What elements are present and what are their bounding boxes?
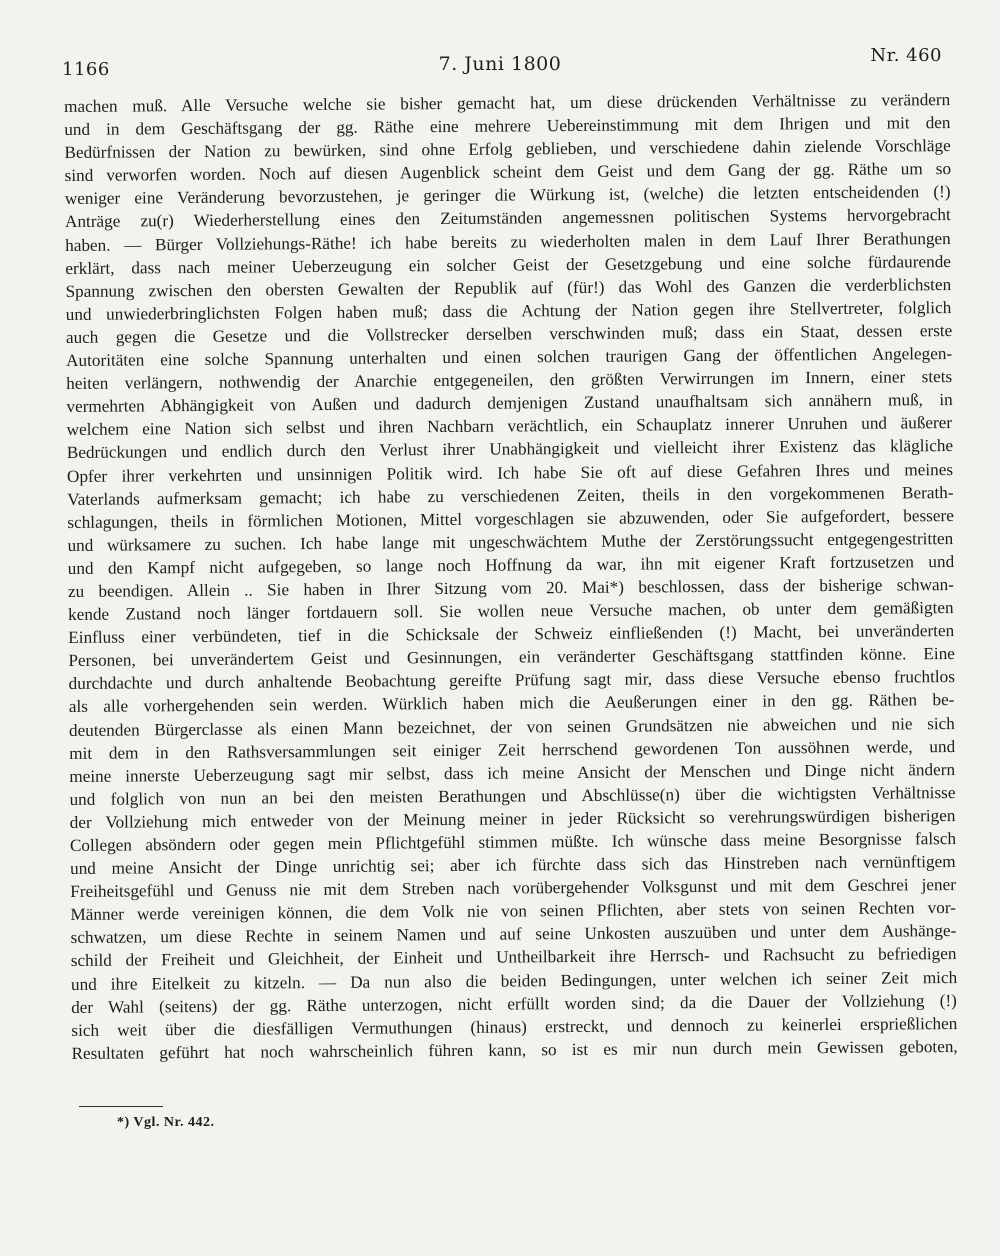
text-line: durchdachte und durch anhaltende Beobachtung gereifte Prüfung sagt mir, dass diese Versuche ebenso fruchtlos (68, 667, 956, 694)
text-line: deutenden Bürgerclasse als einen Mann bezeichnet, der von seinen Grundsätzen nie abweichen und nie sich (68, 713, 955, 740)
text-line: kende Zustand noch länger fortdauern soll. Sie wollen neue Versuche machen, ob unter dem gemäßigten (68, 598, 954, 625)
text-line: welchem eine Nation sich selbst und ihren Nachbarn verächtlich, ein Schauplatz innerer Unruhen und äußerer (66, 413, 953, 440)
text-line: haben. — Bürger Vollziehungs-Räthe! ich habe bereits zu wiederholten malen in dem Lauf Ihrer Berathungen (65, 228, 951, 255)
text-line: auch gegen die Gesetze und die Vollstrecker derselben verschwinden muß; dass ein Staat, dessen erste (65, 320, 953, 347)
footnote-divider (79, 1106, 163, 1107)
text-line: Bedürfnissen der Nation zu bewürken, sind ohne Erfolg geblieben, und verschiedene dahin zielende Vorschläge (64, 136, 951, 163)
text-line: Anträge zu(r) Wiederherstellung eines den Zeitumständen angemessnen politischen Systems hervorgebracht (64, 205, 951, 232)
text-line: sich weit über die diesfälligen Vermuthungen (hinaus) erstreckt, und dennoch zu keinerlei ersprießlichen (71, 1013, 958, 1040)
text-line: meine innerste Ueberzeugung sagt mir selbst, dass ich meine Ansicht der Menschen und Dinge nicht ändern (69, 759, 956, 786)
text-line: heiten verlängern, nothwendig der Anarchie entgegeneilen, den größten Verwirrungen im Innern, einer stets (66, 367, 953, 394)
text-line: schwatzen, um diese Rechte in seinem Namen und auf seine Unkosten auszuüben und unter dem Aushänge- (70, 921, 957, 948)
text-line: vermehrten Abhängigkeit von Außen und dadurch demjenigen Zustand unaufhaltsam sich annähern muß, in (66, 390, 953, 417)
document-number: Nr. 460 (870, 45, 942, 66)
text-line: der Vollziehung mich entweder von der Meinung meiner in jeder Rücksicht so verehrungswürdigen bisherigen (69, 805, 956, 832)
text-line: zu beendigen. Allein .. Sie haben in Ihrer Sitzung vom 20. Mai*) beschlossen, dass der bisherige schwan- (67, 574, 954, 601)
text-line: Vaterlands aufmerksam gemacht; ich habe zu verschiedenen Zeiten, theils in den vorgekommenen Berath- (67, 482, 954, 509)
text-line: und folglich von nun an bei den meisten Berathungen und Abschlüsse(n) über die wichtigsten Verhältnisse (69, 782, 956, 809)
footnote: *) Vgl. Nr. 442. (117, 1115, 215, 1130)
text-line: und unwiederbringlichsten Folgen haben muß; dass die Achtung der Nation gegen ihre Stellvertreter, folglich (65, 297, 952, 324)
text-line: und meine Ansicht der Dinge unrichtig sei; aber ich fürchte dass sich das Hinstreben nach vernünftigem (70, 852, 956, 879)
text-line: Personen, bei unverändertem Geist und Gesinnungen, ein veränderter Geschäftsgang stattfinden könne. Eine (68, 644, 955, 671)
text-line: erklärt, dass nach meiner Ueberzeugung ein solcher Geist der Gesetzgebung und eine solche fürdaurende (65, 251, 951, 278)
text-line: schild der Freiheit und Gleichheit, der Einheit und Untheilbarkeit ihre Herrsch- und Rachsucht zu befriedigen (70, 944, 957, 971)
text-line: Bedrückungen und endlich durch den Verlust ihrer Unabhängigkeit und vielleicht ihrer Existenz das klägliche (66, 436, 954, 463)
text-line: der Wahl (seitens) der gg. Räthe unterzogen, nicht erfüllt worden sind; da die Dauer der Vollziehung (!) (71, 990, 957, 1017)
text-line: und ihre Eitelkeit zu kitzeln. — Da nun also die beiden Bedingungen, unter welchen ich seiner Zeit mich (70, 967, 958, 994)
text-line: Einfluss einer verbündeten, tief in die Schicksale der Schweiz einfließenden (!) Macht, bei unveränderten (68, 621, 955, 648)
text-line: Resultaten geführt hat noch wahrscheinlich führen kann, so ist es mir nun durch mein Gewissen geboten, (71, 1036, 958, 1063)
text-line: und in dem Geschäftsgang der gg. Räthe eine mehrere Uebereinstimmung mit dem Ihrigen und mit den (64, 113, 951, 140)
running-head-date: 7. Juni 1800 (438, 53, 562, 75)
text-line: und den Kampf nicht aufgegeben, so lange noch Hoffnung da war, ihn mit eigener Kraft fortzusetzen und (67, 551, 955, 578)
page-number: 1166 (62, 59, 110, 80)
body-text (64, 88, 958, 1065)
text-line: Männer werde vereinigen können, die dem Volk nie von seinen Pflichten, aber stets von seinen Rechten vor- (70, 898, 957, 925)
text-line: sind verworfen worden. Noch auf diesen Augenblick scheint dem Geist und dem Gang der gg. Räthe um so (64, 159, 952, 186)
text-line: weniger eine Veränderung bevorzustehen, je geringer die Würkung ist, (welche) die letzten entscheidenden (!) (64, 182, 951, 209)
text-line: Autoritäten eine solche Spannung unterhalten und einen solchen traurigen Gang der öffentlichen Angelegen- (66, 344, 953, 371)
text-line: Opfer ihrer verkehrten und unsinnigen Politik wird. Ich habe Sie oft auf diese Gefahren Ihres und meines (66, 459, 954, 486)
text-line: machen muß. Alle Versuche welche sie bisher gemacht hat, um diese drückenden Verhältnisse zu verändern (64, 90, 951, 116)
text-line: Spannung zwischen den obersten Gewalten der Republik auf (für!) das Wohl des Ganzen die verderblichsten (65, 274, 952, 301)
text-line: Freiheitsgefühl und Genuss nie mit dem Streben nach vorübergehender Volksgunst und mit dem Geschrei jener (70, 875, 956, 902)
text-line: Collegen absöndern oder gegen mein Pflichtgefühl stimmen müßte. Ich wünsche dass meine Besorgnisse falsch (69, 829, 957, 855)
text-line: als alle vorhergehenden sein werden. Würklich haben mich die Aeußerungen einer in den gg. Räthen be- (68, 690, 955, 717)
text-line: schlagungen, theils in förmlichen Motionen, Mittel vorgeschlagen sie abzuwenden, oder Sie aufgefordert, bessere (67, 505, 954, 532)
text-line: mit dem in den Rathsversammlungen seit einiger Zeit herrschend gewordenen Ton aussöhnen werde, und (69, 736, 956, 763)
text-line: und würksamere zu suchen. Ich habe lange mit ungeschwächtem Muthe der Zerstörungssucht entgegengestritten (67, 528, 954, 555)
